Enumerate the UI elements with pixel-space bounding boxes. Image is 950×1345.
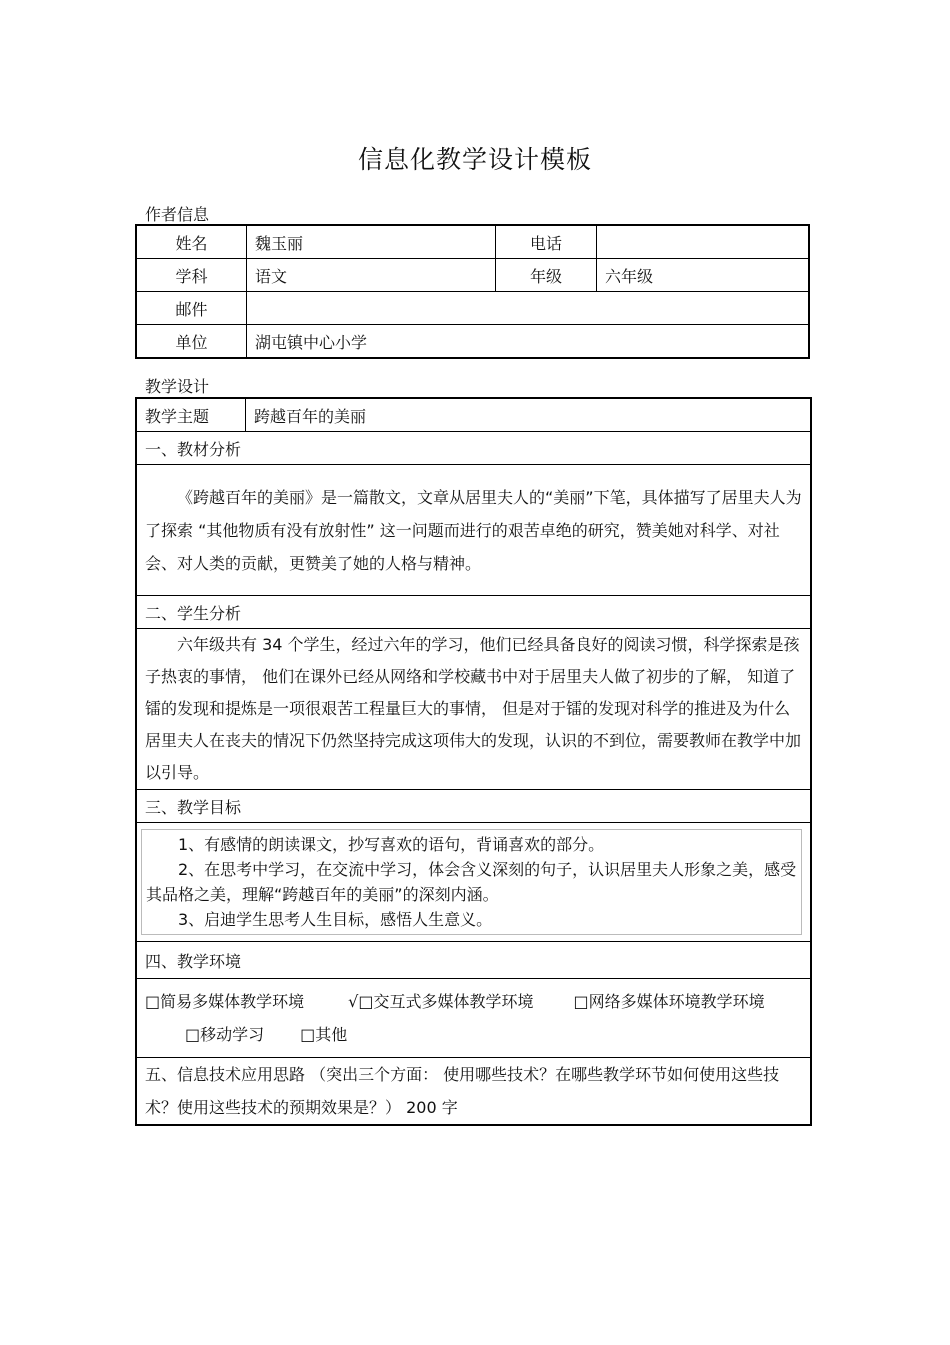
theme-value: 跨越百年的美丽 xyxy=(246,398,812,432)
tech-application-heading: 五、信息技术应用思路 （突出三个方面： 使用哪些技术？在哪些教学环节如何使用这些技术？使用这些技术的预期效果是？） 200 字 xyxy=(145,1065,780,1117)
name-label: 姓名 xyxy=(136,225,247,259)
student-analysis-heading: 二、学生分析 xyxy=(136,596,811,629)
env-option-mobile-learning[interactable]: □移动学习 xyxy=(185,1025,265,1044)
table-row xyxy=(136,259,809,292)
teaching-design-table xyxy=(135,397,812,1126)
table-row xyxy=(136,465,811,596)
table-row xyxy=(136,325,809,359)
goal-item: 1、有感情的朗读课文，抄写喜欢的语句，背诵喜欢的部分。 xyxy=(178,835,605,854)
table-row xyxy=(136,942,811,979)
teaching-env-heading: 四、教学环境 xyxy=(136,942,811,979)
env-option-other[interactable]: □其他 xyxy=(300,1025,348,1044)
subject-label: 学科 xyxy=(136,259,247,292)
material-analysis-heading: 一、教材分析 xyxy=(136,432,811,465)
teaching-goals-list xyxy=(141,829,802,935)
env-option-interactive-multimedia[interactable]: √□交互式多媒体教学环境 xyxy=(348,992,534,1011)
name-value: 魏玉丽 xyxy=(247,225,496,259)
email-label: 邮件 xyxy=(136,292,247,325)
subject-value: 语文 xyxy=(247,259,496,292)
teaching-goals-heading: 三、教学目标 xyxy=(136,790,811,823)
table-row xyxy=(136,432,811,465)
table-row xyxy=(136,225,809,259)
page-title: 信息化教学设计模板 xyxy=(357,145,592,174)
goal-item: 3、启迪学生思考人生目标，感悟人生意义。 xyxy=(178,910,493,929)
email-value xyxy=(247,292,810,325)
table-row xyxy=(136,823,811,942)
goal-item: 2、在思考中学习，在交流中学习，体会含义深刻的句子，认识居里夫人形象之美，感受其品格之美，理解“跨越百年的美丽”的深刻内涵。 xyxy=(146,860,797,904)
unit-label: 单位 xyxy=(136,325,247,359)
table-row xyxy=(136,398,811,432)
teaching-design-caption: 教学设计 xyxy=(145,377,210,396)
env-option-simple-multimedia[interactable]: □简易多媒体教学环境 xyxy=(145,992,305,1011)
teaching-env-options xyxy=(145,983,802,1053)
grade-label: 年级 xyxy=(496,259,597,292)
author-info-table xyxy=(135,224,810,359)
table-row xyxy=(136,790,811,823)
phone-value xyxy=(597,225,810,259)
table-row xyxy=(136,1058,811,1126)
author-info-caption: 作者信息 xyxy=(145,205,210,224)
grade-value: 六年级 xyxy=(597,259,810,292)
theme-label: 教学主题 xyxy=(136,398,246,432)
phone-label: 电话 xyxy=(496,225,597,259)
table-row xyxy=(136,629,811,790)
table-row xyxy=(136,596,811,629)
table-row xyxy=(136,979,811,1058)
env-option-network-multimedia[interactable]: □网络多媒体环境教学环境 xyxy=(573,992,765,1011)
unit-value: 湖屯镇中心小学 xyxy=(247,325,810,359)
material-analysis-text: 《跨越百年的美丽》是一篇散文，文章从居里夫人的“美丽”下笔，具体描写了居里夫人为了探索 “其他物质有没有放射性” 这一问题而进行的艰苦卓绝的研究，赞美她对科学、对社会、对人类的贡献，更赞美了她的人格与精神。 xyxy=(145,487,802,573)
table-row xyxy=(136,292,809,325)
student-analysis-text: 六年级共有 34 个学生，经过六年的学习，他们已经具备良好的阅读习惯，科学探索是孩子热衷的事情， 他们在课外已经从网络和学校藏书中对于居里夫人做了初步的了解， 知道了镭的发现和提炼是一项很艰苦工程量巨大的事情， 但是对于镭的发现对科学的推进及为什么居里夫人在丧夫的情况下仍然坚持完成这项伟大的发现，认识的不到位，需要教师在教学中加以引导。 xyxy=(145,635,802,782)
